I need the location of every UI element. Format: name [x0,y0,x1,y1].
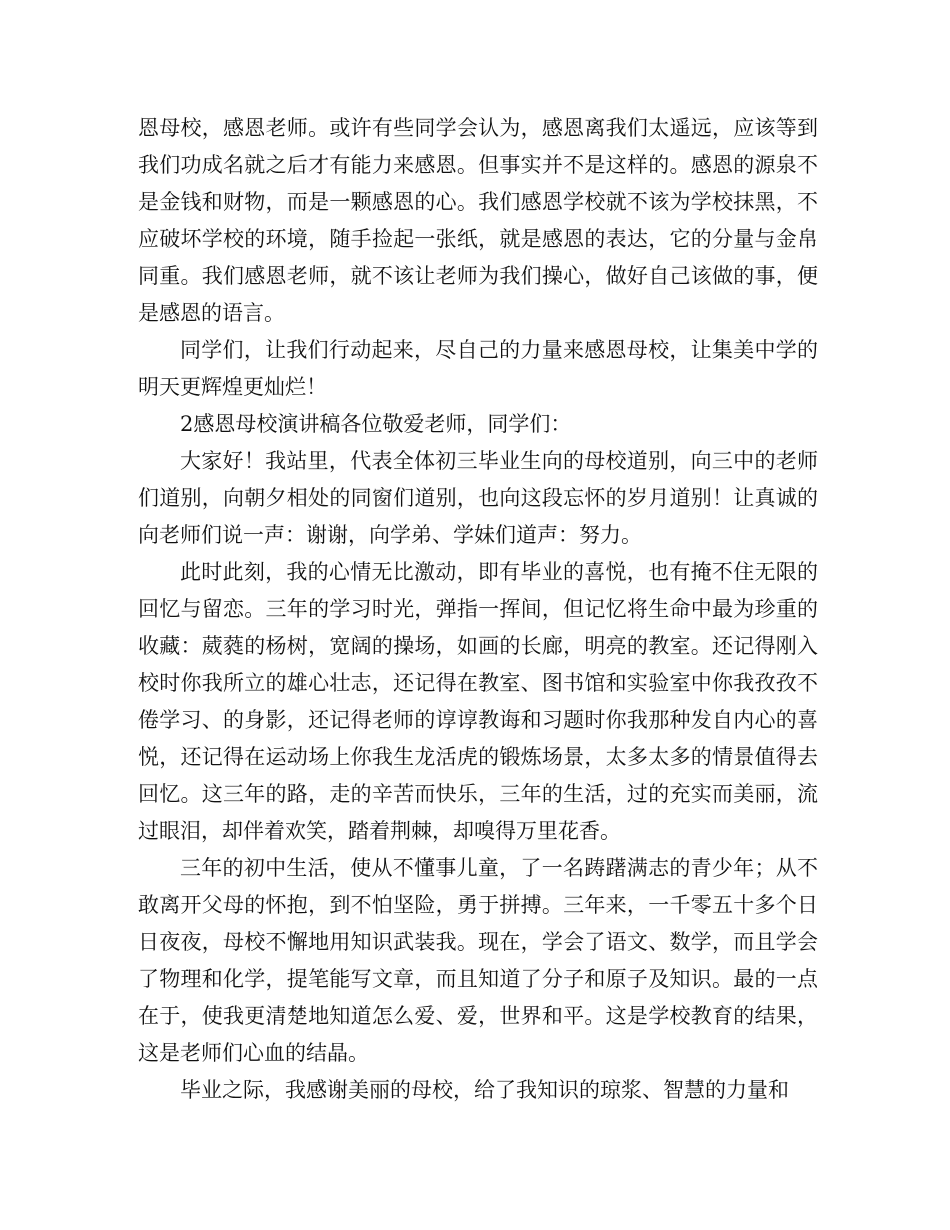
paragraph: 大家好！我站里，代表全体初三毕业生向的母校道别，向三中的老师们道别，向朝夕相处的同窗们道别，也向这段忘怀的岁月道别！让真诚的向老师们说一声：谢谢，向学弟、学妹们道声：努力。 [138,449,818,547]
paragraph: 恩母校，感恩老师。或许有些同学会认为，感恩离我们太遥远，应该等到我们功成名就之后才有能力来感恩。但事实并不是这样的。感恩的源泉不是金钱和财物，而是一颗感恩的心。我们感恩学校就不该为学校抹黑，不应破坏学校的环境，随手捡起一张纸，就是感恩的表达，它的分量与金帛同重。我们感恩老师，就不该让老师为我们操心，做好自己该做的事，便是感恩的语言。 [138,116,818,325]
paragraph: 2感恩母校演讲稿各位敬爱老师，同学们： [180,412,572,436]
paragraph: 三年的初中生活，使从不懂事儿童，了一名踌躇满志的青少年；从不敢离开父母的怀抱，到不怕坚险，勇于拼搏。三年来，一千零五十多个日日夜夜，母校不懈地用知识武装我。现在，学会了语文、数学，而且学会了物理和化学，提笔能写文章，而且知道了分子和原子及知识。最的一点在于，使我更清楚地知道怎么爱、爱，世界和平。这是学校教育的结果，这是老师们心血的结晶。 [138,856,818,1065]
paragraph: 同学们，让我们行动起来，尽自己的力量来感恩母校，让集美中学的明天更辉煌更灿烂！ [138,338,818,399]
document-body [138,110,818,1109]
paragraph: 毕业之际，我感谢美丽的母校，给了我知识的琼浆、智慧的力量和 [180,1078,789,1102]
paragraph: 此时此刻，我的心情无比激动，即有毕业的喜悦，也有掩不住无限的回忆与留恋。三年的学习时光，弹指一挥间，但记忆将生命中最为珍重的收藏：葳蕤的杨树，宽阔的操场，如画的长廊，明亮的教室。还记得刚入校时你我所立的雄心壮志，还记得在教室、图书馆和实验室中你我孜孜不倦学习、的身影，还记得老师的谆谆教诲和习题时你我那种发自内心的喜悦，还记得在运动场上你我生龙活虎的锻炼场景，太多太多的情景值得去回忆。这三年的路，走的辛苦而快乐，三年的生活，过的充实而美丽，流过眼泪，却伴着欢笑，踏着荆棘，却嗅得万里花香。 [138,560,818,843]
